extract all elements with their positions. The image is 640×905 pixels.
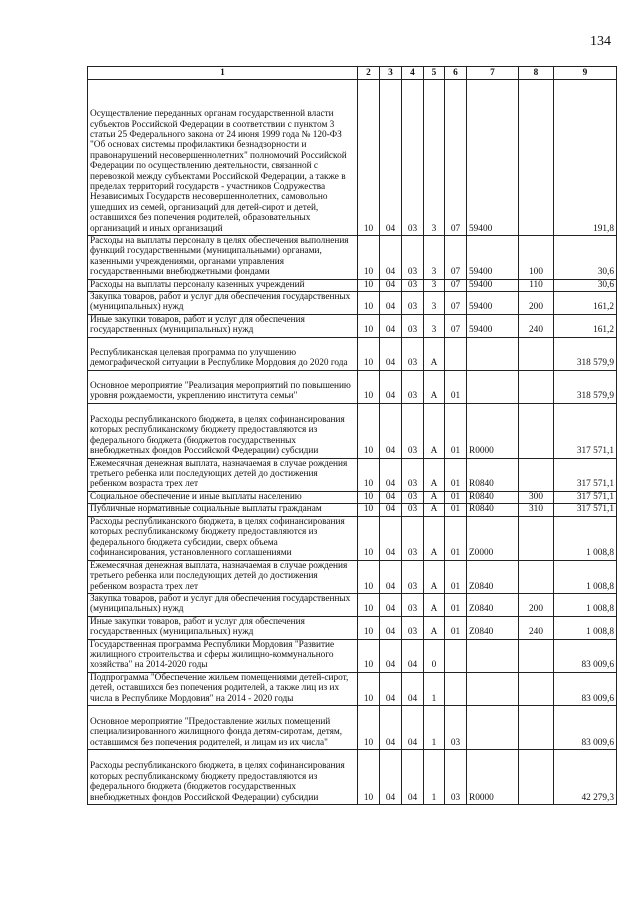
cell-expense-type: 240 [519, 616, 554, 639]
cell-subprogram: А [424, 370, 445, 403]
cell-direction: 59400 [467, 236, 519, 280]
cell-event: 01 [445, 458, 467, 491]
cell-program: 03 [402, 458, 424, 491]
cell-program: 03 [402, 80, 424, 236]
cell-event: 07 [445, 236, 467, 280]
cell-event [445, 672, 467, 705]
cell-section: 10 [358, 279, 380, 291]
table-row [88, 491, 617, 503]
cell-direction: Z0840 [467, 616, 519, 639]
cell-amount: 1 008,8 [554, 593, 617, 616]
cell-event: 03 [445, 749, 467, 804]
cell-section: 10 [358, 236, 380, 280]
cell-event: 01 [445, 370, 467, 403]
cell-name: Расходы на выплаты персоналу в целях обеспечения выполнения функций государственными (муниципальными) органами, казенными учреждениями, органами управления государственными внебюджетными фондами [88, 236, 358, 280]
cell-program: 03 [402, 593, 424, 616]
cell-amount: 30,6 [554, 279, 617, 291]
cell-subsection: 04 [380, 236, 402, 280]
cell-direction: R0000 [467, 403, 519, 458]
cell-subsection: 04 [380, 616, 402, 639]
cell-amount: 317 571,1 [554, 403, 617, 458]
cell-subsection: 04 [380, 279, 402, 291]
cell-subprogram: А [424, 616, 445, 639]
cell-subprogram: А [424, 491, 445, 503]
cell-program: 04 [402, 639, 424, 672]
cell-name: Иные закупки товаров, работ и услуг для обеспечения государственных (муниципальных) нужд [88, 616, 358, 639]
cell-section: 10 [358, 491, 380, 503]
cell-subprogram: 3 [424, 279, 445, 291]
table-row [88, 504, 617, 516]
table-row [88, 593, 617, 616]
cell-section: 10 [358, 504, 380, 516]
cell-subsection: 04 [380, 672, 402, 705]
cell-expense-type: 300 [519, 491, 554, 503]
cell-program: 03 [402, 370, 424, 403]
page-number: 134 [590, 34, 611, 49]
cell-event: 03 [445, 705, 467, 749]
cell-subprogram: 3 [424, 292, 445, 315]
cell-subsection: 04 [380, 370, 402, 403]
cell-subprogram: 1 [424, 705, 445, 749]
cell-name: Основное мероприятие "Реализация мероприятий по повышению уровня рождаемости, укреплению института семьи" [88, 370, 358, 403]
cell-program: 03 [402, 560, 424, 593]
cell-name: Публичные нормативные социальные выплаты гражданам [88, 504, 358, 516]
cell-expense-type [519, 672, 554, 705]
cell-amount: 83 009,6 [554, 639, 617, 672]
cell-subprogram: А [424, 337, 445, 370]
header-cell: 9 [554, 67, 617, 80]
cell-subsection: 04 [380, 337, 402, 370]
cell-direction: R0840 [467, 491, 519, 503]
cell-subprogram: А [424, 403, 445, 458]
cell-subsection: 04 [380, 705, 402, 749]
cell-direction: R0000 [467, 749, 519, 804]
cell-event: 01 [445, 403, 467, 458]
cell-amount: 42 279,3 [554, 749, 617, 804]
cell-event: 01 [445, 593, 467, 616]
header-cell: 3 [380, 67, 402, 80]
table-row [88, 705, 617, 749]
cell-program: 03 [402, 504, 424, 516]
cell-name: Закупка товаров, работ и услуг для обеспечения государственных (муниципальных) нужд [88, 593, 358, 616]
cell-name: Расходы республиканского бюджета, в целях софинансирования которых республиканскому бюджету предоставляются из федерального бюджета (бюджетов государственных внебюджетных фондов Российской Федерации) субсидии [88, 749, 358, 804]
cell-subsection: 04 [380, 593, 402, 616]
cell-subsection: 04 [380, 292, 402, 315]
cell-direction [467, 705, 519, 749]
cell-name: Расходы на выплаты персоналу казенных учреждений [88, 279, 358, 291]
cell-expense-type [519, 749, 554, 804]
cell-direction [467, 639, 519, 672]
cell-program: 03 [402, 491, 424, 503]
cell-event: 07 [445, 292, 467, 315]
cell-direction: 59400 [467, 314, 519, 337]
header-cell: 8 [519, 67, 554, 80]
cell-section: 10 [358, 314, 380, 337]
cell-expense-type [519, 403, 554, 458]
cell-amount: 191,8 [554, 80, 617, 236]
cell-subsection: 04 [380, 491, 402, 503]
table-row [88, 560, 617, 593]
cell-subprogram: 1 [424, 672, 445, 705]
cell-program: 03 [402, 236, 424, 280]
cell-subprogram: 1 [424, 749, 445, 804]
table-row [88, 292, 617, 315]
cell-direction: Z0000 [467, 516, 519, 560]
cell-program: 03 [402, 403, 424, 458]
cell-expense-type: 310 [519, 504, 554, 516]
cell-amount: 317 571,1 [554, 458, 617, 491]
cell-name: Осуществление переданных органам государственной власти субъектов Российской Федерации в соответствии с пунктом 3 статьи 25 Федерального закона от 24 июня 1999 года № 120-ФЗ "Об основах системы профилактики безнадзорности и правонарушений несовершеннолетних" полномочий Российской Федерации по осуществлению деятельности, связанной с перевозкой между субъектами Российской Федерации, а также в пределах территорий государств - участников Содружества Независимых Государств несовершеннолетних, самовольно ушедших из семей, организаций для детей-сирот и детей, оставшихся без попечения родителей, образовательных организаций и иных организаций [88, 80, 358, 236]
cell-direction [467, 370, 519, 403]
cell-subprogram: А [424, 560, 445, 593]
table-row [88, 314, 617, 337]
cell-event [445, 337, 467, 370]
cell-section: 10 [358, 403, 380, 458]
cell-section: 10 [358, 593, 380, 616]
cell-expense-type [519, 705, 554, 749]
table-row [88, 749, 617, 804]
cell-amount: 318 579,9 [554, 337, 617, 370]
cell-event: 01 [445, 616, 467, 639]
cell-section: 10 [358, 705, 380, 749]
cell-direction: Z0840 [467, 593, 519, 616]
header-cell: 4 [402, 67, 424, 80]
cell-amount: 161,2 [554, 292, 617, 315]
table-row [88, 672, 617, 705]
cell-subsection: 04 [380, 560, 402, 593]
cell-amount: 30,6 [554, 236, 617, 280]
cell-event: 07 [445, 80, 467, 236]
cell-subprogram: 3 [424, 314, 445, 337]
header-cell: 7 [467, 67, 519, 80]
cell-expense-type [519, 560, 554, 593]
cell-subprogram: 0 [424, 639, 445, 672]
cell-amount: 1 008,8 [554, 516, 617, 560]
cell-program: 03 [402, 292, 424, 315]
cell-subsection: 04 [380, 314, 402, 337]
cell-name: Социальное обеспечение и иные выплаты населению [88, 491, 358, 503]
cell-name: Иные закупки товаров, работ и услуг для обеспечения государственных (муниципальных) нужд [88, 314, 358, 337]
table-row [88, 80, 617, 236]
table-row [88, 516, 617, 560]
table-row [88, 616, 617, 639]
cell-program: 03 [402, 279, 424, 291]
cell-section: 10 [358, 672, 380, 705]
cell-section: 10 [358, 639, 380, 672]
cell-amount: 83 009,6 [554, 705, 617, 749]
cell-section: 10 [358, 516, 380, 560]
cell-expense-type [519, 337, 554, 370]
cell-expense-type [519, 458, 554, 491]
cell-name: Расходы республиканского бюджета, в целях софинансирования которых республиканскому бюджету предоставляются из федерального бюджета (бюджетов государственных внебюджетных фондов Российской Федерации) субсидии [88, 403, 358, 458]
cell-name: Закупка товаров, работ и услуг для обеспечения государственных (муниципальных) нужд [88, 292, 358, 315]
cell-subprogram: А [424, 516, 445, 560]
table-row [88, 403, 617, 458]
table-row [88, 639, 617, 672]
header-cell: 5 [424, 67, 445, 80]
cell-event: 01 [445, 516, 467, 560]
cell-subprogram: 3 [424, 80, 445, 236]
cell-program: 03 [402, 314, 424, 337]
cell-event: 01 [445, 491, 467, 503]
header-cell: 2 [358, 67, 380, 80]
cell-program: 04 [402, 672, 424, 705]
cell-direction [467, 337, 519, 370]
cell-subsection: 04 [380, 516, 402, 560]
cell-expense-type: 240 [519, 314, 554, 337]
table-row [88, 236, 617, 280]
cell-subsection: 04 [380, 749, 402, 804]
cell-subsection: 04 [380, 80, 402, 236]
cell-program: 03 [402, 337, 424, 370]
cell-amount: 317 571,1 [554, 491, 617, 503]
cell-amount: 318 579,9 [554, 370, 617, 403]
cell-name: Основное мероприятие "Предоставление жилых помещений специализированного жилищного фонда детям-сиротам, детям, оставшимся без попечения родителей, и лицам из их числа" [88, 705, 358, 749]
cell-expense-type: 100 [519, 236, 554, 280]
cell-section: 10 [358, 560, 380, 593]
cell-name: Республиканская целевая программа по улучшению демографической ситуации в Республике Мордовия до 2020 года [88, 337, 358, 370]
cell-direction: 59400 [467, 80, 519, 236]
cell-direction: 59400 [467, 279, 519, 291]
cell-amount: 317 571,1 [554, 504, 617, 516]
cell-section: 10 [358, 370, 380, 403]
budget-table [87, 66, 617, 805]
table-row [88, 279, 617, 291]
cell-direction: 59400 [467, 292, 519, 315]
cell-event: 07 [445, 314, 467, 337]
cell-section: 10 [358, 337, 380, 370]
cell-name: Государственная программа Республики Мордовия "Развитие жилищного строительства и сферы жилищно-коммунального хозяйства" на 2014-2020 годы [88, 639, 358, 672]
cell-subsection: 04 [380, 504, 402, 516]
cell-event: 07 [445, 279, 467, 291]
cell-amount: 83 009,6 [554, 672, 617, 705]
cell-subsection: 04 [380, 458, 402, 491]
cell-amount: 1 008,8 [554, 616, 617, 639]
cell-subprogram: А [424, 593, 445, 616]
cell-subsection: 04 [380, 403, 402, 458]
cell-subsection: 04 [380, 639, 402, 672]
cell-name: Расходы республиканского бюджета, в целях софинансирования которых республиканскому бюджету предоставляются из федерального бюджета субсидии, сверх объема софинансирования, установленного соглашениями [88, 516, 358, 560]
header-row [88, 67, 617, 80]
cell-program: 03 [402, 616, 424, 639]
header-cell: 1 [88, 67, 358, 80]
cell-expense-type [519, 639, 554, 672]
cell-expense-type: 200 [519, 292, 554, 315]
cell-subprogram: А [424, 458, 445, 491]
cell-subprogram: А [424, 504, 445, 516]
cell-amount: 1 008,8 [554, 560, 617, 593]
cell-expense-type [519, 370, 554, 403]
cell-direction: R0840 [467, 504, 519, 516]
cell-name: Ежемесячная денежная выплата, назначаемая в случае рождения третьего ребенка или последующих детей до достижения ребенком возраста трех лет [88, 458, 358, 491]
cell-expense-type: 200 [519, 593, 554, 616]
cell-section: 10 [358, 80, 380, 236]
table-row [88, 370, 617, 403]
cell-amount: 161,2 [554, 314, 617, 337]
cell-direction: R0840 [467, 458, 519, 491]
cell-expense-type [519, 80, 554, 236]
cell-event: 01 [445, 504, 467, 516]
cell-event [445, 639, 467, 672]
header-cell: 6 [445, 67, 467, 80]
cell-program: 04 [402, 749, 424, 804]
cell-section: 10 [358, 292, 380, 315]
table-row [88, 458, 617, 491]
table-row [88, 337, 617, 370]
cell-subprogram: 3 [424, 236, 445, 280]
cell-program: 03 [402, 516, 424, 560]
cell-program: 04 [402, 705, 424, 749]
cell-direction: Z0840 [467, 560, 519, 593]
cell-event: 01 [445, 560, 467, 593]
cell-expense-type: 110 [519, 279, 554, 291]
cell-section: 10 [358, 616, 380, 639]
cell-name: Ежемесячная денежная выплата, назначаемая в случае рождения третьего ребенка или последующих детей до достижения ребенком возраста трех лет [88, 560, 358, 593]
cell-name: Подпрограмма "Обеспечение жильем помещениями детей-сирот, детей, оставшихся без попечения родителей, а также лиц из их числа в Республике Мордовия" на 2014 - 2020 годы [88, 672, 358, 705]
cell-expense-type [519, 516, 554, 560]
cell-section: 10 [358, 749, 380, 804]
cell-direction [467, 672, 519, 705]
cell-section: 10 [358, 458, 380, 491]
